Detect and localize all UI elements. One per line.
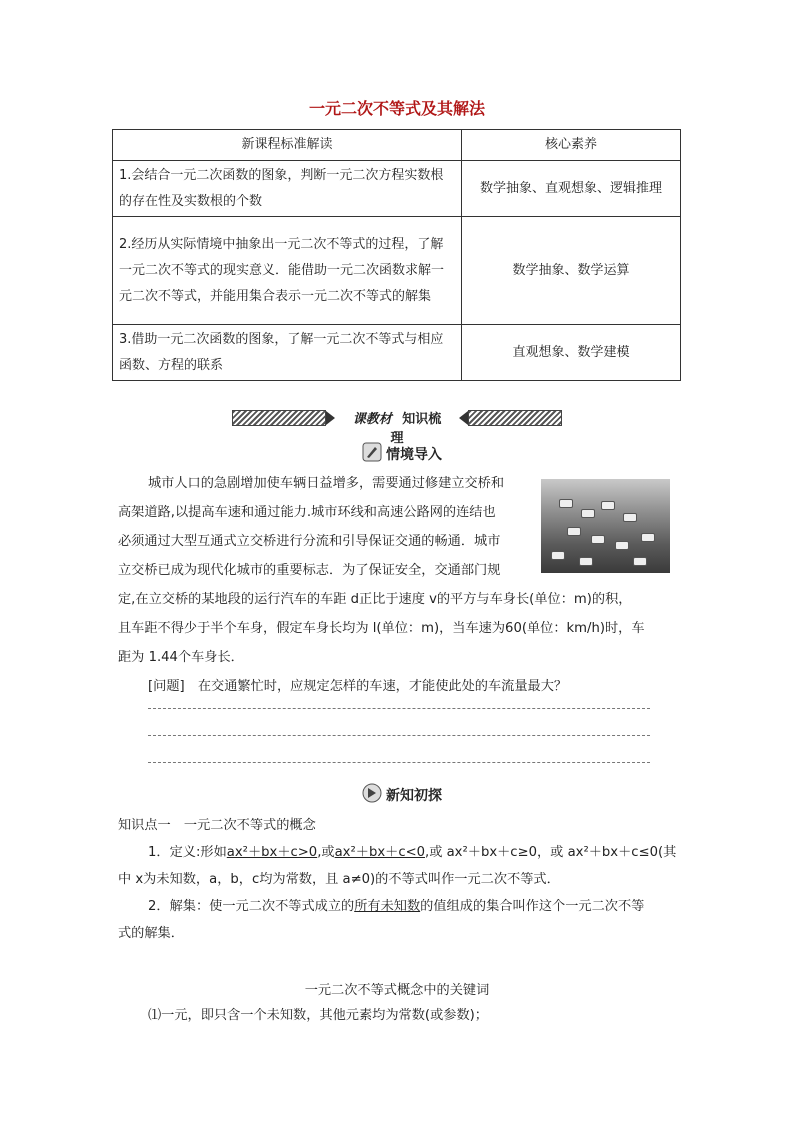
- knowledge-point-heading: 知识点一 一元二次不等式的概念: [118, 818, 316, 833]
- curriculum-table: [112, 129, 681, 381]
- answer-line: [148, 708, 650, 709]
- intro-line-5: 定,在立交桥的某地段的运行汽车的车距 d正比于速度 v的平方与车身长(单位：m)的积，: [118, 592, 632, 607]
- table-cell-standard: 1.会结合一元二次函数的图象，判断一元二次方程实数根的存在性及实数根的个数: [113, 161, 462, 217]
- table-cell-literacy: 数学抽象、数学运算: [462, 217, 681, 325]
- table-cell-literacy: 数学抽象、直观想象、逻辑推理: [462, 161, 681, 217]
- table-row: [113, 217, 681, 325]
- formula-gt: ax²＋bx＋c>0: [226, 845, 318, 860]
- formula-lt: ax²＋bx＋c<0: [334, 845, 426, 860]
- intro-line-3: 必须通过大型互通式立交桥进行分流和引导保证交通的畅通．城市: [118, 534, 501, 549]
- table-cell-literacy: 直观想象、数学建模: [462, 325, 681, 381]
- intro-line-6: 且车距不得少于半个车身，假定车身长均为 l(单位：m)，当车速为60(单位：km/h)时，车: [118, 621, 645, 636]
- definition-rest: ,或 ax²＋bx＋c≥0，或 ax²＋bx＋c≤0(其: [425, 845, 677, 860]
- banner-left-text: 课教材: [352, 412, 392, 427]
- table-header-standard: 新课程标准解读: [113, 130, 462, 161]
- definition-line-1: [148, 838, 688, 867]
- solution-set-line-1: [148, 892, 688, 921]
- section-heading-new-knowledge: [362, 783, 472, 807]
- section-banner: [232, 407, 562, 446]
- keywords-heading: 一元二次不等式概念中的关键词: [304, 983, 490, 998]
- intro-line-7: 距为 1.44个车身长．: [118, 650, 244, 665]
- table-cell-standard: 3.借助一元二次函数的图象，了解一元二次不等式与相应函数、方程的联系: [113, 325, 462, 381]
- table-header-literacy: 核心素养: [462, 130, 681, 161]
- banner-right-text: 知识梳理: [390, 412, 442, 446]
- table-cell-standard: 2.经历从实际情境中抽象出一元二次不等式的过程，了解一元二次不等式的现实意义．能借助一元二次函数求解一元二次不等式，并能用集合表示一元二次不等式的解集: [113, 217, 462, 325]
- keyword-item-1: ⑴一元，即只含一个未知数，其他元素均为常数(或参数)；: [148, 1008, 488, 1023]
- banner-text: [352, 408, 442, 446]
- pen-icon: [362, 442, 382, 462]
- solution-prefix: 2．解集：使一元二次不等式成立的: [148, 899, 355, 914]
- banner-arrow-left-icon: [326, 411, 335, 425]
- section-heading-scenario: [362, 442, 472, 466]
- intro-line-1: 城市人口的急剧增加使车辆日益增多，需要通过修建立交桥和: [148, 476, 505, 491]
- definition-line-2: 中 x为未知数，a，b，c均为常数，且 a≠0)的不等式叫作一元二次不等式．: [118, 872, 560, 887]
- intro-line-4: 立交桥已成为现代化城市的重要标志．为了保证安全，交通部门规: [118, 563, 501, 578]
- solution-set-line-2: 式的解集．: [118, 926, 184, 941]
- banner-stripe-right: [468, 410, 562, 426]
- answer-line: [148, 762, 650, 763]
- table-row: [113, 325, 681, 381]
- solution-rest: 的值组成的集合叫作这个一元二次不等: [420, 899, 645, 914]
- intro-line-2: 高架道路,以提高车速和通过能力.城市环线和高速公路网的连结也: [118, 505, 496, 520]
- banner-stripe-left: [232, 410, 326, 426]
- section-label-scenario: 情境导入: [386, 447, 442, 463]
- knowledge-icon: [362, 783, 382, 803]
- definition-prefix: 1．定义:形如: [148, 845, 227, 860]
- solution-underlined: 所有未知数: [354, 899, 421, 914]
- table-header-row: [113, 130, 681, 161]
- section-label-new-knowledge: 新知初探: [386, 788, 442, 804]
- page-title: 一元二次不等式及其解法: [308, 99, 485, 118]
- definition-separator: ,或: [317, 845, 335, 860]
- table-row: [113, 161, 681, 217]
- answer-line: [148, 735, 650, 736]
- question-text: [问题] 在交通繁忙时，应规定怎样的车速，才能使此处的车流量最大？: [148, 679, 568, 694]
- banner-arrow-right-icon: [459, 411, 468, 425]
- traffic-photo: [541, 479, 670, 573]
